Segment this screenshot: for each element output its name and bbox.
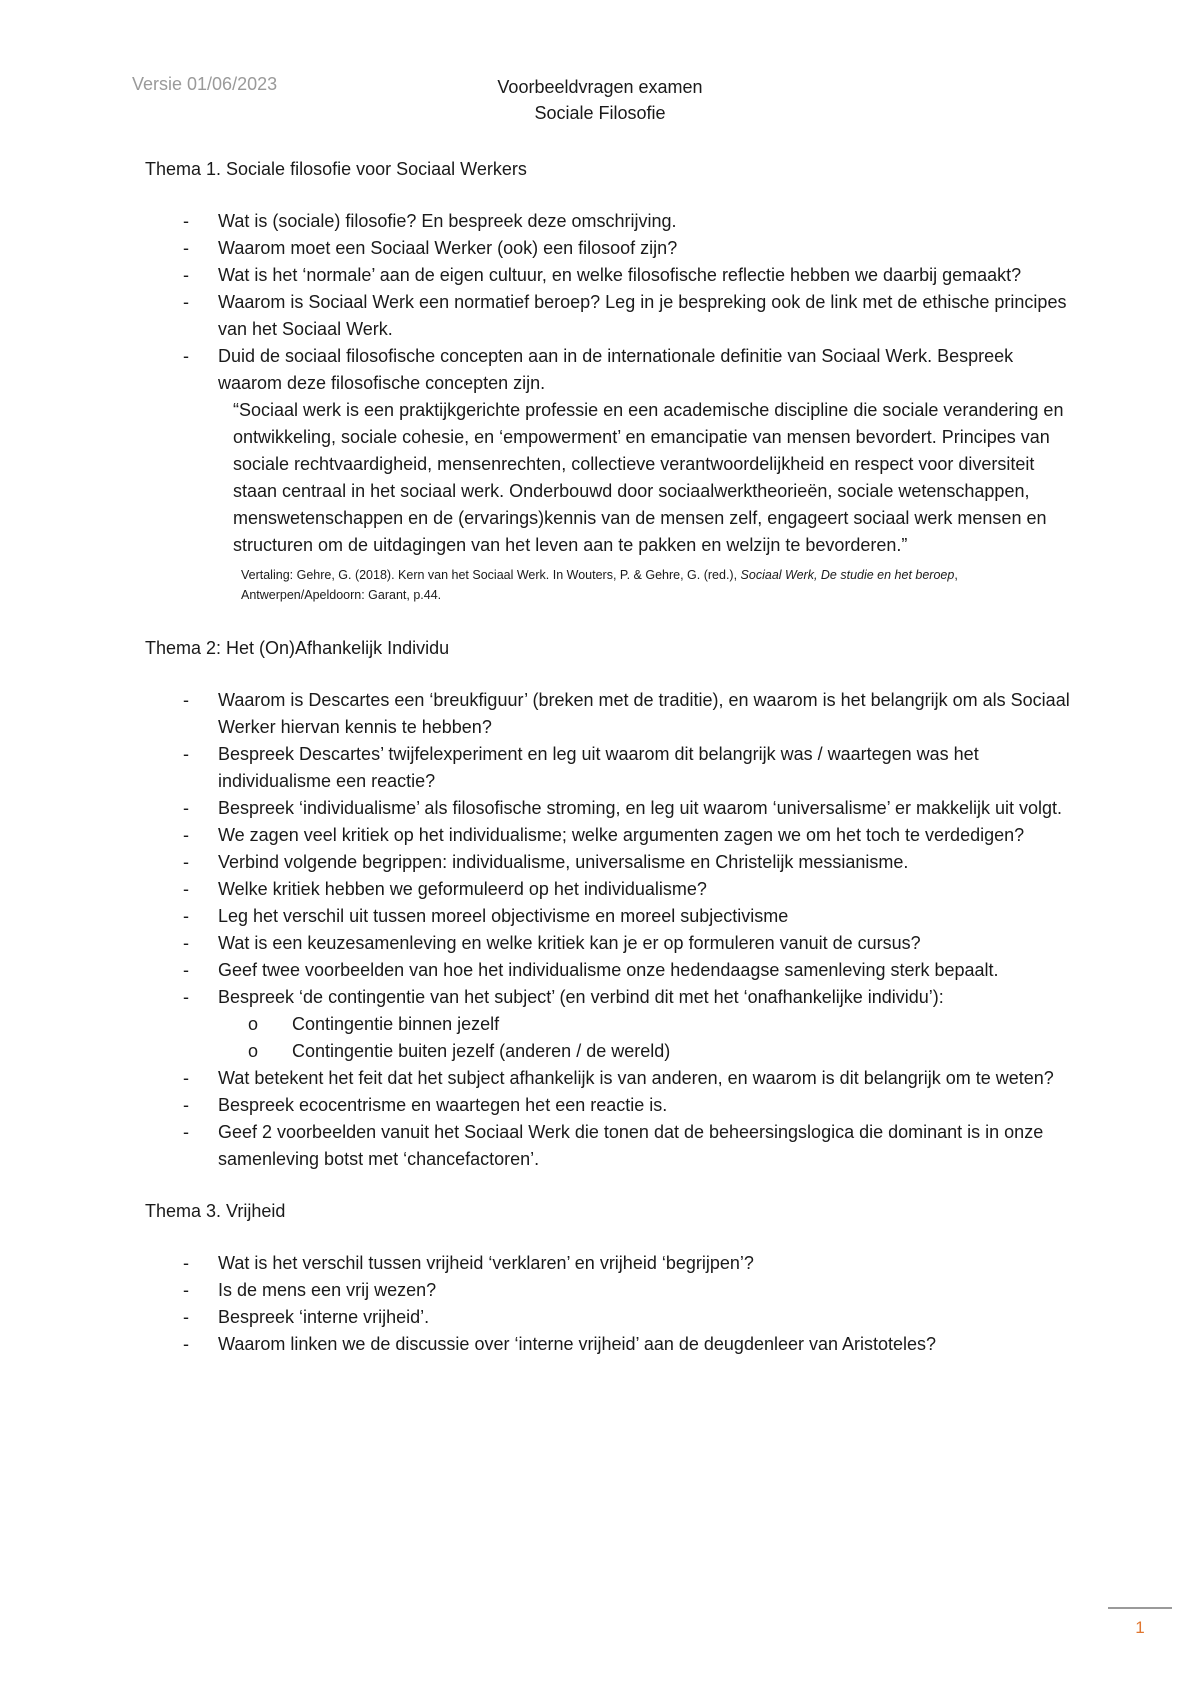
dash-bullet: - xyxy=(183,265,189,285)
question-item xyxy=(145,1331,1075,1358)
dash-bullet: - xyxy=(183,987,189,1007)
dash-bullet: - xyxy=(183,1095,189,1115)
section-title: Thema 1. Sociale filosofie voor Sociaal Werkers xyxy=(145,159,527,179)
title-line-2: Sociale Filosofie xyxy=(534,103,666,123)
sub-item-text: Contingentie binnen jezelf xyxy=(292,1014,500,1034)
dash-bullet: - xyxy=(183,1307,189,1327)
question-text: Wat betekent het feit dat het subject afhankelijk is van anderen, en waarom is dit belangrijk om te weten? xyxy=(218,1068,1054,1088)
definition-quote: “Sociaal werk is een praktijkgerichte professie en een academische discipline die sociale verandering en ontwikkeling, sociale cohesie, en ‘empowerment’ en emancipatie van mensen bevordert. Principes van sociale rechtvaardigheid, mensenrechten, collectieve verantwoordelijkheid en respect voor diversiteit staan centraal in het sociaal werk. Onderbouwd door sociaalwerktheorieën, sociale wetenschappen, menswetenschappen en de (ervarings)kennis van de mensen zelf, engageert sociaal werk mensen en structuren om de uitdagingen van het leven aan te pakken en welzijn te bevorderen.” xyxy=(233,400,1064,555)
question-item xyxy=(145,849,1075,876)
sub-item xyxy=(218,1038,1075,1065)
dash-bullet: - xyxy=(183,1280,189,1300)
question-text: Bespreek ‘interne vrijheid’. xyxy=(218,1307,430,1327)
circle-bullet: o xyxy=(248,1014,259,1034)
question-list xyxy=(145,687,1075,1173)
question-list xyxy=(145,208,1075,397)
question-item xyxy=(145,876,1075,903)
sub-item xyxy=(218,1011,1075,1038)
dash-bullet: - xyxy=(183,211,189,231)
dash-bullet: - xyxy=(183,852,189,872)
citation-italic: Sociaal Werk, De studie en het beroep xyxy=(740,568,955,582)
question-text: Verbind volgende begrippen: individualisme, universalisme en Christelijk messianisme. xyxy=(218,852,909,872)
dash-bullet: - xyxy=(183,1068,189,1088)
sub-list xyxy=(218,1011,1075,1065)
dash-bullet: - xyxy=(183,933,189,953)
question-text: Wat is het ‘normale’ aan de eigen cultuur, en welke filosofische reflectie hebben we daarbij gemaakt? xyxy=(218,265,1022,285)
dash-bullet: - xyxy=(183,238,189,258)
question-item xyxy=(145,1092,1075,1119)
dash-bullet: - xyxy=(183,825,189,845)
question-text: Bespreek ‘individualisme’ als filosofische stroming, en leg uit waarom ‘universalisme’ er makkelijk uit volgt. xyxy=(218,798,1063,818)
question-text: Waarom is Descartes een ‘breukfiguur’ (breken met de traditie), en waarom is het belangrijk om als Sociaal Werker hiervan kennis te hebben? xyxy=(218,690,1070,737)
page-number: 1 xyxy=(1135,1618,1145,1637)
question-item xyxy=(145,1065,1075,1092)
citation xyxy=(241,565,1075,605)
dash-bullet: - xyxy=(183,960,189,980)
question-text: Waarom is Sociaal Werk een normatief beroep? Leg in je bespreking ook de link met de ethische principes van het Sociaal Werk. xyxy=(218,292,1067,339)
question-item xyxy=(145,822,1075,849)
section-thema-3 xyxy=(145,1198,1075,1358)
question-item xyxy=(145,984,1075,1065)
question-text: Bespreek Descartes’ twijfelexperiment en leg uit waarom dit belangrijk was / waartegen was het individualisme een reactie? xyxy=(218,744,979,791)
question-item xyxy=(145,262,1075,289)
question-text: Leg het verschil uit tussen moreel objectivisme en moreel subjectivisme xyxy=(218,906,789,926)
dash-bullet: - xyxy=(183,1334,189,1354)
sub-item-text: Contingentie buiten jezelf (anderen / de wereld) xyxy=(292,1041,671,1061)
question-list xyxy=(145,1250,1075,1358)
question-item xyxy=(145,795,1075,822)
dash-bullet: - xyxy=(183,292,189,312)
question-item xyxy=(145,289,1075,343)
question-text: Geef twee voorbeelden van hoe het individualisme onze hedendaagse samenleving sterk bepaalt. xyxy=(218,960,999,980)
question-item xyxy=(145,741,1075,795)
question-text: Waarom moet een Sociaal Werker (ook) een filosoof zijn? xyxy=(218,238,678,258)
question-item xyxy=(145,343,1075,397)
question-item xyxy=(145,1250,1075,1277)
question-item xyxy=(145,235,1075,262)
question-text: Welke kritiek hebben we geformuleerd op het individualisme? xyxy=(218,879,707,899)
dash-bullet: - xyxy=(183,1253,189,1273)
question-text: Is de mens een vrij wezen? xyxy=(218,1280,437,1300)
dash-bullet: - xyxy=(183,744,189,764)
section-title: Thema 3. Vrijheid xyxy=(145,1201,286,1221)
question-item xyxy=(145,1304,1075,1331)
citation-prefix: Vertaling: Gehre, G. (2018). Kern van het Sociaal Werk. In Wouters, P. & Gehre, G. (red.), xyxy=(241,568,741,582)
question-text: We zagen veel kritiek op het individualisme; welke argumenten zagen we om het toch te verdedigen? xyxy=(218,825,1025,845)
dash-bullet: - xyxy=(183,879,189,899)
circle-bullet: o xyxy=(248,1041,259,1061)
question-item xyxy=(145,1119,1075,1173)
question-text: Geef 2 voorbeelden vanuit het Sociaal Werk die tonen dat de beheersingslogica die dominant is in onze samenleving botst met ‘chancefactoren’. xyxy=(218,1122,1044,1169)
citation-suffix: , Antwerpen/Apeldoorn: Garant, p.44. xyxy=(241,568,958,602)
section-thema-1 xyxy=(145,156,1075,605)
title-line-1: Voorbeeldvragen examen xyxy=(497,77,703,97)
question-item xyxy=(145,687,1075,741)
document-title xyxy=(0,74,1200,126)
section-thema-2 xyxy=(145,635,1075,1173)
question-item xyxy=(145,903,1075,930)
question-text: Bespreek ‘de contingentie van het subject’ (en verbind dit met het ‘onafhankelijke individu’): xyxy=(218,987,944,1007)
dash-bullet: - xyxy=(183,798,189,818)
section-title: Thema 2: Het (On)Afhankelijk Individu xyxy=(145,638,450,658)
question-text: Bespreek ecocentrisme en waartegen het een reactie is. xyxy=(218,1095,668,1115)
dash-bullet: - xyxy=(183,690,189,710)
question-text: Wat is het verschil tussen vrijheid ‘verklaren’ en vrijheid ‘begrijpen’? xyxy=(218,1253,754,1273)
dash-bullet: - xyxy=(183,1122,189,1142)
question-text: Duid de sociaal filosofische concepten aan in de internationale definitie van Sociaal Werk. Bespreek waarom deze filosofische concepten zijn. xyxy=(218,346,1014,393)
document-body xyxy=(145,156,1075,1383)
question-item xyxy=(145,957,1075,984)
question-item xyxy=(145,930,1075,957)
question-text: Wat is een keuzesamenleving en welke kritiek kan je er op formuleren vanuit de cursus? xyxy=(218,933,921,953)
dash-bullet: - xyxy=(183,906,189,926)
dash-bullet: - xyxy=(183,346,189,366)
question-item xyxy=(145,1277,1075,1304)
question-text: Wat is (sociale) filosofie? En bespreek deze omschrijving. xyxy=(218,211,677,231)
page-number-rule xyxy=(1108,1607,1172,1609)
version-label: Versie 01/06/2023 xyxy=(132,74,278,94)
question-item xyxy=(145,208,1075,235)
question-text: Waarom linken we de discussie over ‘interne vrijheid’ aan de deugdenleer van Aristoteles? xyxy=(218,1334,937,1354)
